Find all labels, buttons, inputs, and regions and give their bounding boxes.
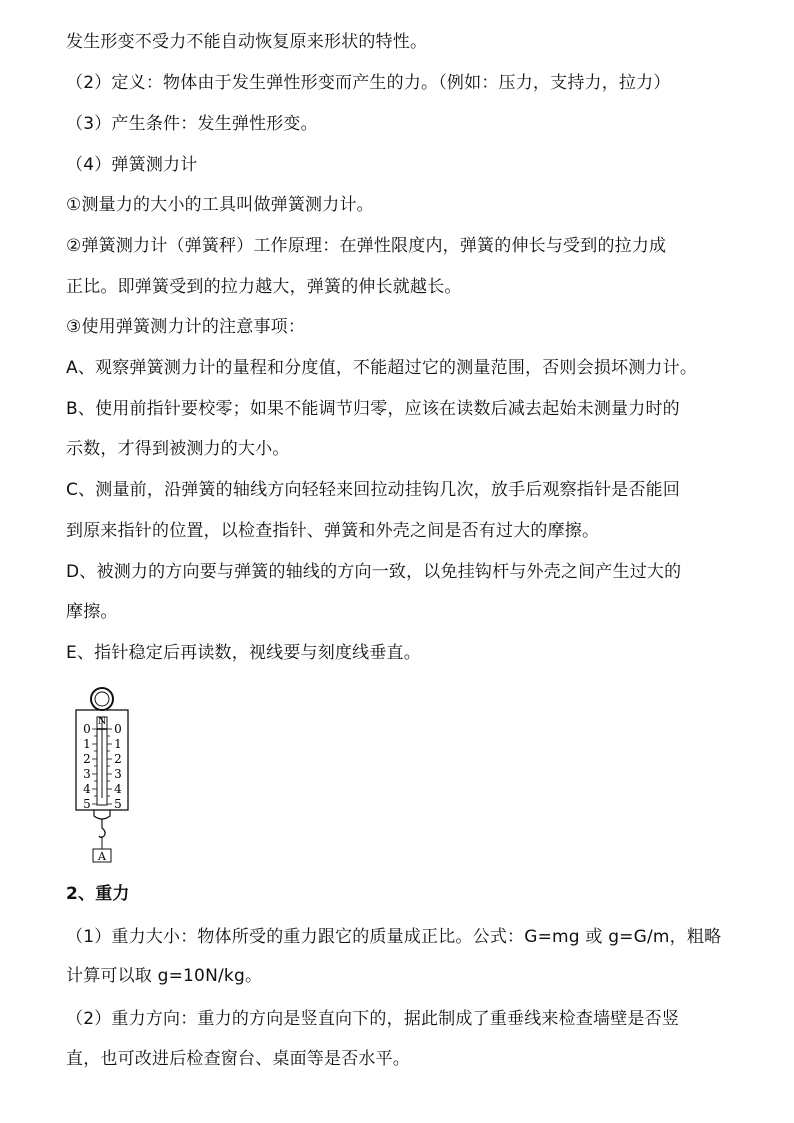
text-line: ②弹簧测力计（弹簧秤）工作原理：在弹性限度内，弹簧的伸长与受到的拉力成 [66,236,667,256]
text-line: 计算可以取 g=10N/kg。 [66,966,263,986]
text-line: （2）重力方向：重力的方向是竖直向下的，据此制成了重垂线来检查墙壁是否竖 [66,1009,680,1029]
text-line: 摩擦。 [66,602,118,622]
text-line: （3）产生条件：发生弹性形变。 [66,114,318,134]
text-line: A、观察弹簧测力计的量程和分度值，不能超过它的测量范围，否则会损坏测力计。 [66,358,698,378]
tick-label-left: 3 [83,767,91,781]
tick-label-left: 5 [83,797,91,811]
hook [99,819,105,838]
tick-label-right: 3 [114,767,122,781]
tick-label-right: 0 [114,722,122,736]
tick-label-left: 4 [83,782,91,796]
tick-label-right: 4 [114,782,122,796]
unit-label: N [97,716,107,727]
tick-label-left: 0 [83,722,91,736]
weight-label: A [98,850,106,863]
tick-label-left: 2 [83,752,91,766]
tick-label-right: 1 [114,737,122,751]
bottom-cap [94,810,110,819]
spring-scale-drawing [70,686,144,866]
text-line: B、使用前指针要校零；如果不能调节归零，应该在读数后减去起始未测量力时的 [66,399,680,419]
top-ring [91,688,113,710]
text-line: 示数，才得到被测力的大小。 [66,439,290,459]
tick-label-right: 5 [114,797,122,811]
top-ring-inner [95,692,109,706]
text-line: （4）弹簧测力计 [66,155,198,175]
text-line: （2）定义：物体由于发生弹性形变而产生的力。（例如：压力，支持力，拉力） [66,73,671,93]
tick-label-right: 2 [114,752,122,766]
tick-label-left: 1 [83,737,91,751]
text-line: C、测量前，沿弹簧的轴线方向轻轻来回拉动挂钩几次，放手后观察指针是否能回 [66,480,681,500]
text-line: 发生形变不受力不能自动恢复原来形状的特性。 [66,32,428,52]
text-line: E、指针稳定后再读数，视线要与刻度线垂直。 [66,643,421,663]
text-line: （1）重力大小：物体所受的重力跟它的质量成正比。公式：G=mg 或 g=G/m，粗略 [66,927,722,947]
text-line: 直，也可改进后检查窗台、桌面等是否水平。 [66,1049,410,1069]
section-heading: 2、重力 [66,884,130,904]
text-line: ①测量力的大小的工具叫做弹簧测力计。 [66,195,374,215]
text-line: 正比。即弹簧受到的拉力越大，弹簧的伸长就越长。 [66,277,462,297]
text-line: ③使用弹簧测力计的注意事项： [66,317,306,337]
text-line: D、被测力的方向要与弹簧的轴线的方向一致，以免挂钩杆与外壳之间产生过大的 [66,562,682,582]
text-line: 到原来指针的位置，以检查指针、弹簧和外壳之间是否有过大的摩擦。 [66,521,600,541]
spring-scale-figure [70,686,144,866]
